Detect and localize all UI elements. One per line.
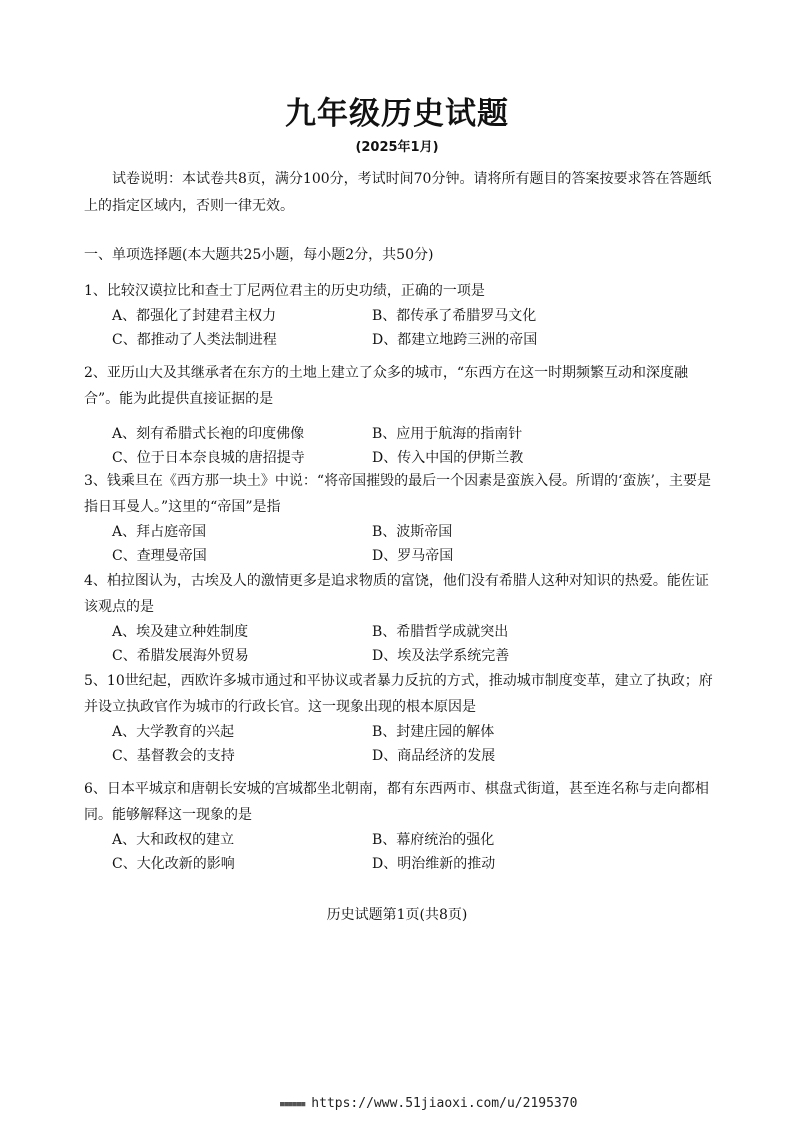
question-5 <box>84 668 714 768</box>
option-b: B、希腊哲学成就突出 <box>372 624 509 640</box>
option-a: A、埃及建立种姓制度 <box>112 624 249 640</box>
option-c: C、查理曼帝国 <box>112 548 207 564</box>
option-d: D、明治维新的推动 <box>372 856 496 872</box>
option-b: B、封建庄园的解体 <box>372 724 495 740</box>
option-c: C、位于日本奈良城的唐招提寺 <box>112 450 305 466</box>
option-a: A、刻有希腊式长袍的印度佛像 <box>112 426 305 442</box>
option-a: A、大和政权的建立 <box>112 832 235 848</box>
question-6 <box>84 776 714 876</box>
option-list <box>84 422 714 470</box>
option-list <box>84 720 714 768</box>
option-list <box>84 620 714 668</box>
question-stem: 1、比较汉谟拉比和查士丁尼两位君主的历史功绩，正确的一项是 <box>84 283 485 299</box>
watermark <box>280 1096 610 1111</box>
option-a: A、拜占庭帝国 <box>112 524 207 540</box>
question-stem: 5、10世纪起，西欧许多城市通过和平协议或者暴力反抗的方式，推动城市制度变革，建立了执政；府并设立执政官作为城市的行政长官。这一现象出现的根本原因是 <box>84 673 713 715</box>
option-list <box>84 304 714 352</box>
option-c: C、大化改新的影响 <box>112 856 235 872</box>
question-3 <box>84 468 714 568</box>
option-d: D、传入中国的伊斯兰教 <box>372 450 524 466</box>
section-heading: 一、单项选择题(本大题共25小题，每小题2分，共50分) <box>84 247 434 263</box>
option-d: D、罗马帝国 <box>372 548 454 564</box>
option-c: C、基督教会的支持 <box>112 748 235 764</box>
watermark-mark: ■■■■■■ <box>280 1099 306 1108</box>
option-list <box>84 828 714 876</box>
option-b: B、波斯帝国 <box>372 524 453 540</box>
question-stem: 3、钱乘旦在《西方那一块土》中说：“将帝国摧毁的最后一个因素是蛮族入侵。所谓的‘蛮族’，主要是指日耳曼人。”这里的“帝国”是指 <box>84 473 711 515</box>
question-stem: 4、柏拉图认为，古埃及人的激情更多是追求物质的富饶，他们没有希腊人这种对知识的热爱。能佐证该观点的是 <box>84 573 709 615</box>
option-a: A、都强化了封建君主权力 <box>112 308 277 324</box>
exam-instructions: 试卷说明：本试卷共8页，满分100分，考试时间70分钟。请将所有题目的答案按要求答在答题纸上的指定区域内，否则一律无效。 <box>84 171 712 214</box>
option-b: B、应用于航海的指南针 <box>372 426 523 442</box>
question-stem: 2、亚历山大及其继承者在东方的土地上建立了众多的城市，“东西方在这一时期频繁互动和深度融合”。能为此提供直接证据的是 <box>84 365 689 407</box>
watermark-url: https://www.51jiaoxi.com/u/2195370 <box>311 1096 578 1111</box>
exam-date: (2025年1月) <box>355 140 439 155</box>
option-c: C、都推动了人类法制进程 <box>112 332 277 348</box>
exam-title: 九年级历史试题 <box>285 96 509 132</box>
option-a: A、大学教育的兴起 <box>112 724 235 740</box>
option-b: B、幕府统治的强化 <box>372 832 495 848</box>
question-stem: 6、日本平城京和唐朝长安城的宫城都坐北朝南，都有东西两市、棋盘式街道，甚至连名称与走向都相同。能够解释这一现象的是 <box>84 781 709 823</box>
option-c: C、希腊发展海外贸易 <box>112 648 249 664</box>
option-d: D、都建立地跨三洲的帝国 <box>372 332 538 348</box>
question-1 <box>84 278 714 352</box>
option-d: D、埃及法学系统完善 <box>372 648 510 664</box>
page-footer: 历史试题第1页(共8页) <box>326 907 468 923</box>
option-list <box>84 520 714 568</box>
option-b: B、都传承了希腊罗马文化 <box>372 308 537 324</box>
option-d: D、商品经济的发展 <box>372 748 496 764</box>
question-2 <box>84 360 714 470</box>
question-4 <box>84 568 714 668</box>
